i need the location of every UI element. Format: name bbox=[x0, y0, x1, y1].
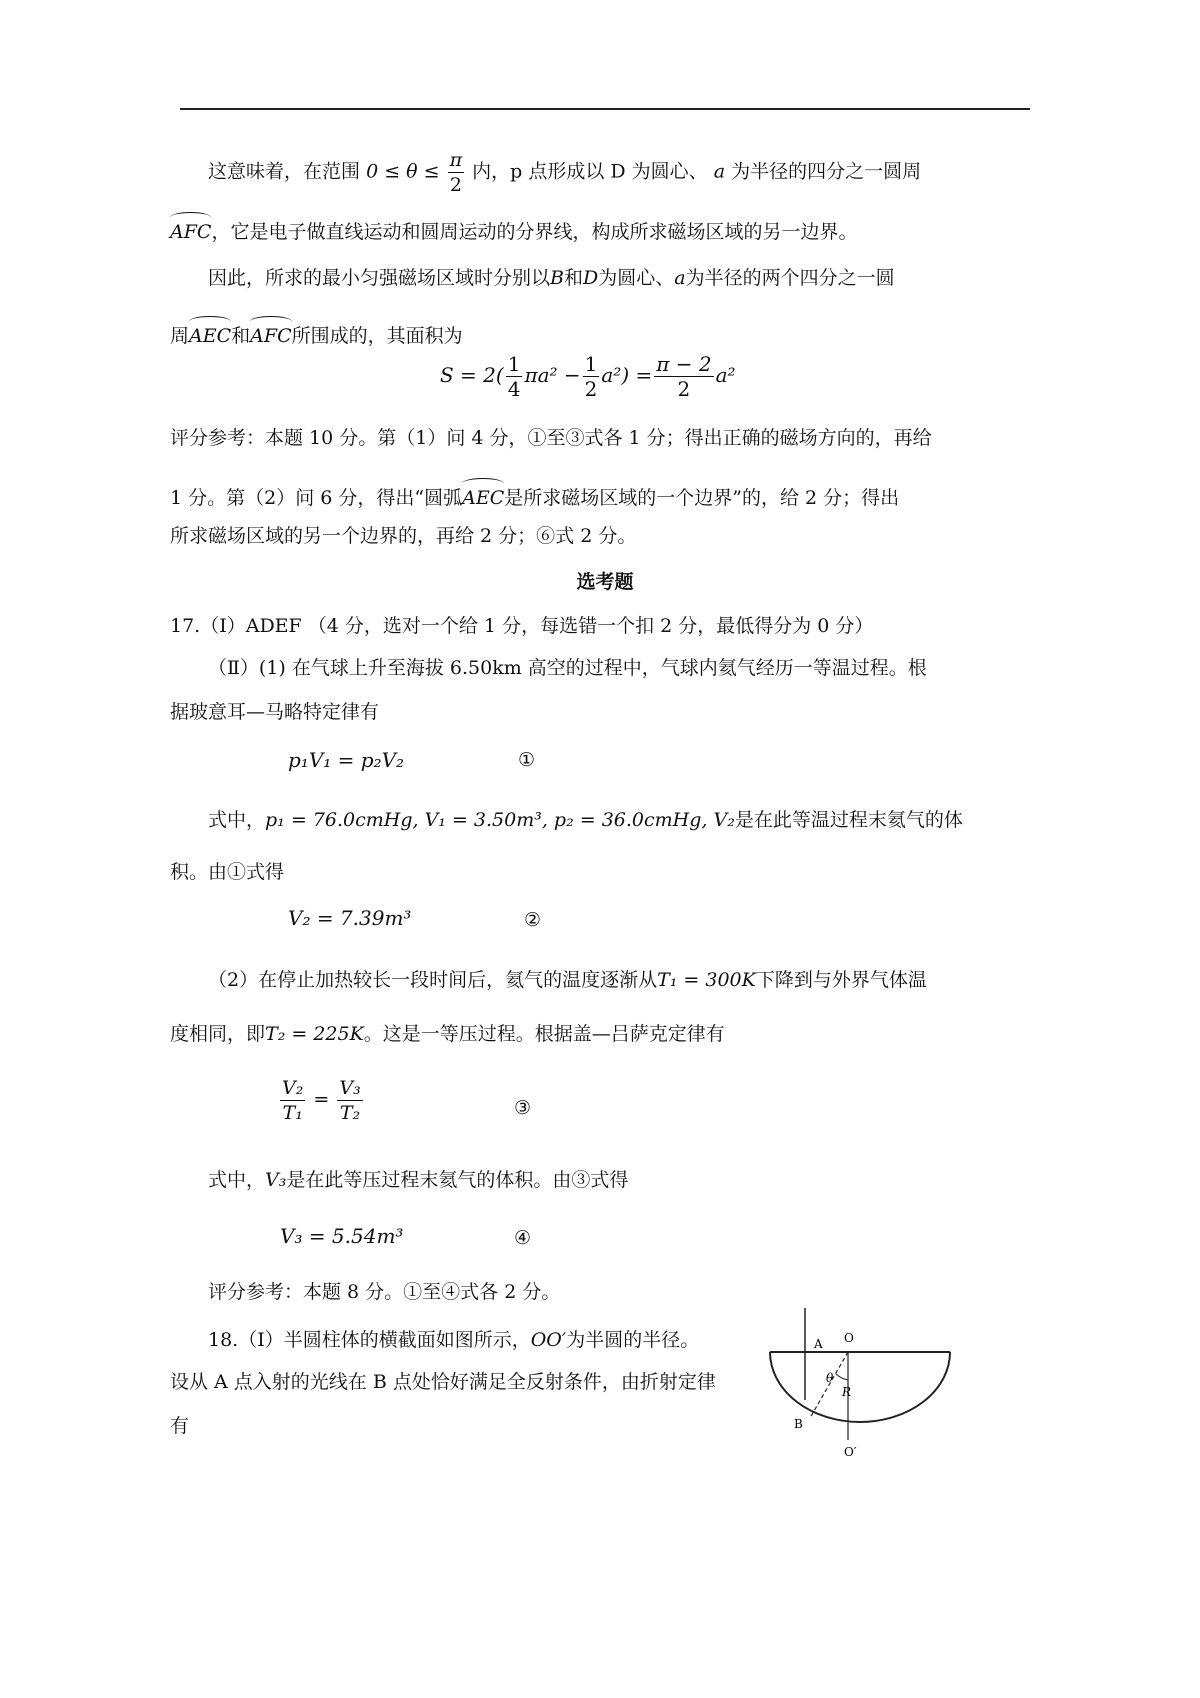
header-rule bbox=[180, 108, 1030, 110]
q17-part2-line-1: （Ⅱ）(1) 在气球上升至海拔 6.50km 高空的过程中，气球内氦气经历一等温过程。根 bbox=[208, 657, 927, 679]
label-theta: θ bbox=[826, 1371, 834, 1385]
scoring-note-line-2: 1 分。第（2）问 6 分，得出“圆弧AEC是所求磁场区域的一个边界”的，给 2 分；得出 bbox=[170, 478, 899, 512]
q17-part1-answer: 17.（Ⅰ）ADEF （4 分，选对一个给 1 分，每选错一个扣 2 分，最低得分为 0 分） bbox=[170, 615, 874, 637]
fraction-pi-over-2: $\frac{\pi}{2}$ bbox=[449, 149, 463, 196]
scoring-note-line-3: 所求磁场区域的另一个边界的，再给 2 分；⑥式 2 分。 bbox=[170, 525, 637, 547]
q17-part2-sub2-line-1: （2）在停止加热较长一段时间后，氦气的温度逐渐从T₁ = 300K下降到与外界气体温 bbox=[208, 969, 927, 991]
paragraph-boundary-line: AFC，它是电子做直线运动和圆周运动的分界线，构成所求磁场区域的另一边界。 bbox=[170, 212, 857, 246]
scoring-note-line-1: 评分参考：本题 10 分。第（1）问 4 分，①至③式各 1 分；得出正确的磁场方向的，再给 bbox=[170, 427, 932, 449]
q17-values-line: 式中，p₁ = 76.0cmHg, V₁ = 3.50m³, p₂ = 36.0cmHg, V₂是在此等温过程末氦气的体 bbox=[208, 809, 963, 831]
equation-number-4: ④ bbox=[514, 1227, 532, 1249]
arc-afc: AFC bbox=[170, 212, 211, 246]
equation-2: V₂ = 7.39m³ bbox=[288, 906, 412, 930]
label-a: A bbox=[814, 1337, 823, 1351]
semicircle-arc bbox=[770, 1352, 950, 1422]
equation-4: V₃ = 5.54m³ bbox=[280, 1224, 404, 1248]
q17-v3-line: 式中，V₃是在此等压过程末氦气的体积。由③式得 bbox=[208, 1169, 629, 1191]
equation-number-3: ③ bbox=[514, 1097, 532, 1119]
angle-theta-arc bbox=[836, 1374, 848, 1380]
equation-3: $\frac{\text{V₂}}{\text{T₁}}$ = $\frac{\text{V₃}}{\text{T₂}}$ bbox=[282, 1077, 361, 1124]
q17-derive-line: 积。由①式得 bbox=[170, 861, 285, 883]
paragraph-area-line: 周AEC和AFC所围成的，其面积为 bbox=[170, 316, 463, 350]
q17-part2-line-2: 据玻意耳—马略特定律有 bbox=[170, 701, 380, 723]
label-b: B bbox=[794, 1417, 803, 1431]
equation-number-2: ② bbox=[524, 909, 542, 931]
q17-part2-sub2-line-2: 度相同，即T₂ = 225K。这是一等压过程。根据盖—吕萨克定律有 bbox=[170, 1023, 725, 1045]
equation-1: p₁V₁ = p₂V₂ bbox=[288, 748, 405, 772]
paragraph-conclusion-line: 因此，所求的最小匀强磁场区域时分别以B和D为圆心、a为半径的两个四分之一圆 bbox=[208, 267, 895, 289]
q18-line-3: 有 bbox=[170, 1415, 190, 1437]
arc-afc-2: AFC bbox=[250, 316, 291, 350]
label-r: R bbox=[842, 1385, 852, 1399]
q18-line-1: 18.（Ⅰ）半圆柱体的横截面如图所示，OO′为半圆的半径。 bbox=[208, 1329, 700, 1351]
label-o: O bbox=[844, 1331, 854, 1345]
equation-number-1: ① bbox=[518, 749, 536, 771]
section-heading: 选考题 bbox=[576, 571, 634, 593]
label-o-prime: O′ bbox=[844, 1445, 857, 1459]
q18-line-2: 设从 A 点入射的光线在 B 点处恰好满足全反射条件，由折射定律 bbox=[170, 1371, 716, 1393]
semicircle-cross-section-figure bbox=[760, 1290, 980, 1470]
equation-area: S = 2( $\frac{1}{4}$ πa² − $\frac{1}{2}$ a²) = $\frac{\pi - 2}{2}$ a² bbox=[440, 352, 736, 401]
arc-aec: AEC bbox=[189, 316, 231, 350]
paragraph-range-line: 这意味着，在范围 0 ≤ θ ≤ $\frac{\pi}{2}$ 内，p 点形成以 D 为圆心、 a 为半径的四分之一圆周 bbox=[208, 149, 922, 196]
q17-scoring-note: 评分参考：本题 8 分。①至④式各 2 分。 bbox=[208, 1281, 561, 1303]
